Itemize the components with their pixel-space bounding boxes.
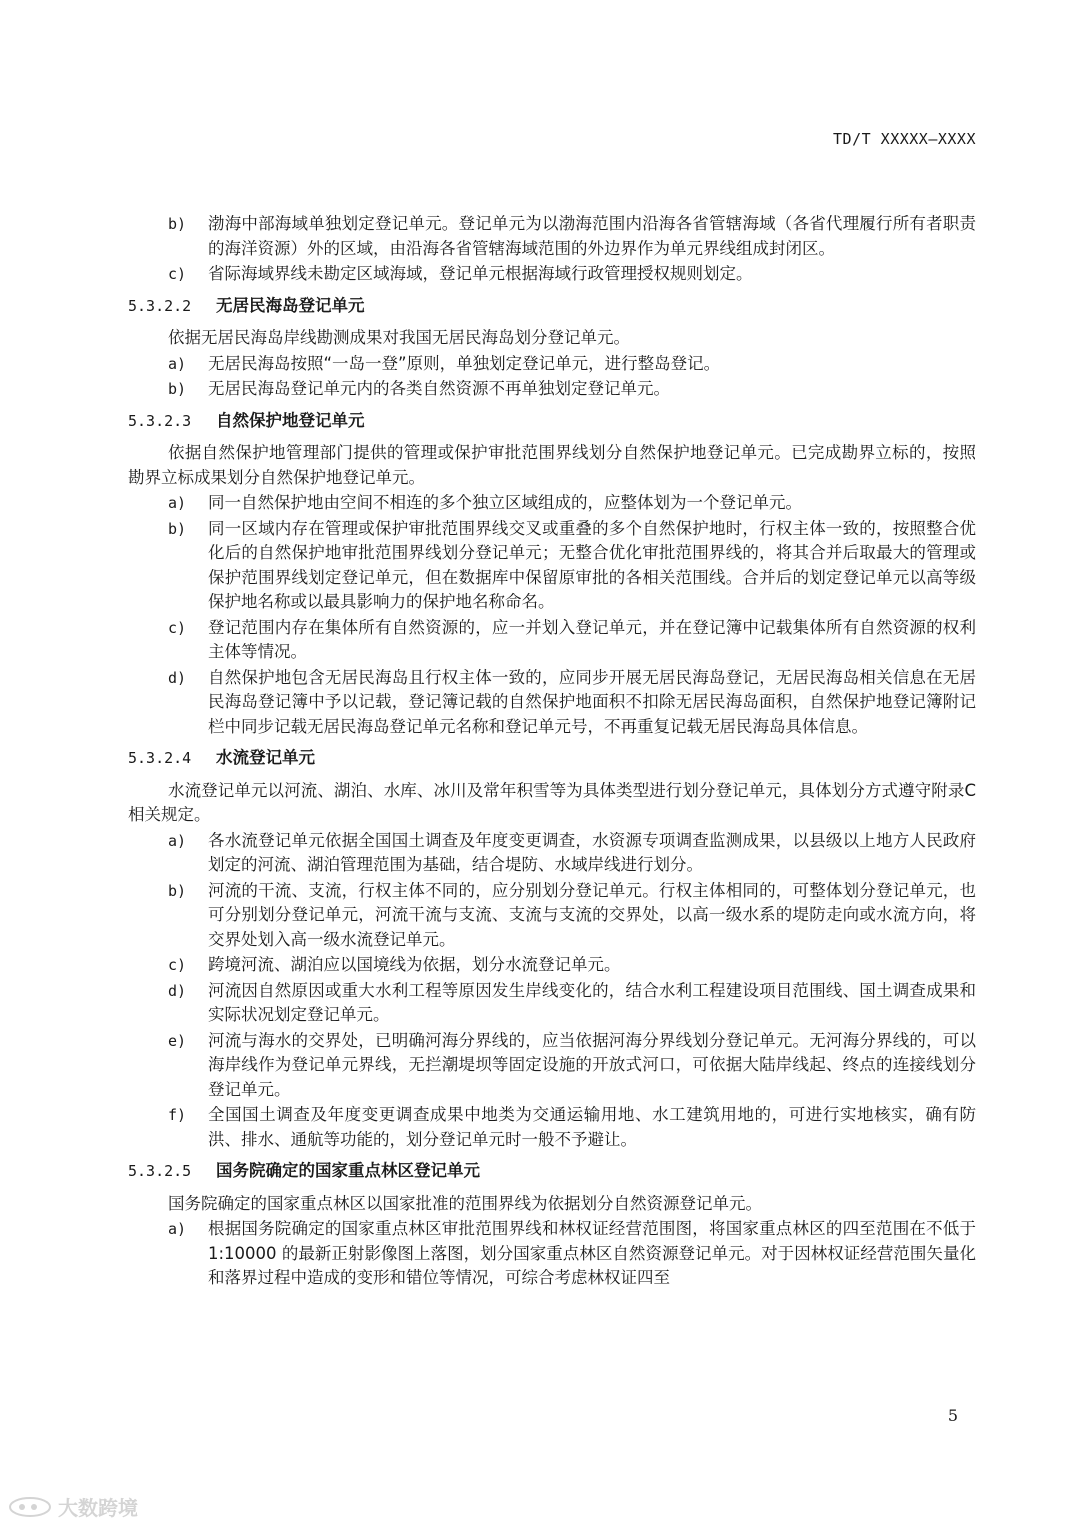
list-item <box>128 491 976 516</box>
section-number: 5.3.2.4 <box>128 749 192 767</box>
list-item <box>128 262 976 287</box>
paragraph: 水流登记单元以河流、湖泊、水库、冰川及常年积雪等为具体类型进行划分登记单元，具体划分方式遵守附录C相关规定。 <box>128 780 976 824</box>
list-item-text: 省际海域界线未勘定区域海域，登记单元根据海域行政管理授权规则划定。 <box>208 264 753 283</box>
list-item-label: a) <box>168 494 187 512</box>
list-item-text: 无居民海岛按照“一岛一登”原则，单独划定登记单元，进行整岛登记。 <box>208 353 721 373</box>
list-item-text: 无居民海岛登记单元内的各类自然资源不再单独划定登记单元。 <box>208 379 670 398</box>
list-item-label: f) <box>168 1106 187 1124</box>
list-item-label: a) <box>168 1220 187 1238</box>
paragraph: 国务院确定的国家重点林区以国家批准的范围界线为依据划分自然资源登记单元。 <box>168 1193 762 1213</box>
list-item <box>128 1029 976 1103</box>
watermark <box>8 1492 138 1521</box>
section-number: 5.3.2.2 <box>128 296 192 315</box>
list-item <box>128 517 976 615</box>
list-item <box>128 829 976 878</box>
list-item-text: 登记范围内存在集体所有自然资源的，应一并划入登记单元，并在登记簿中记载集体所有自然资源的权利主体等情况。 <box>208 617 976 661</box>
list-item <box>128 953 976 978</box>
list-item-label: b) <box>168 380 187 398</box>
list-item <box>128 616 976 665</box>
list-item-label: a) <box>168 354 187 373</box>
page-number: 5 <box>947 1406 958 1425</box>
section-title: 无居民海岛登记单元 <box>216 295 365 315</box>
list-item-label: b) <box>168 519 187 538</box>
list-item-text: 河流因自然原因或重大水利工程等原因发生岸线变化的，结合水利工程建设项目范围线、国土调查成果和实际状况划定登记单元。 <box>208 980 976 1024</box>
list-item-label: e) <box>168 1031 187 1050</box>
list-item <box>128 352 976 377</box>
header-doc-code: TD/T XXXXX—XXXX <box>833 130 976 148</box>
list-item-text: 跨境河流、湖泊应以国境线为依据，划分水流登记单元。 <box>208 955 621 974</box>
list-item-text: 渤海中部海域单独划定登记单元。登记单元为以渤海范围内沿海各省管辖海域（各省代理履行所有者职责的海洋资源）外的区域，由沿海各省管辖海域范围的外边界作为单元界线组成封闭区。 <box>208 214 976 258</box>
section-heading <box>128 1159 976 1184</box>
list-item-label: d) <box>168 668 187 687</box>
list-item-label: d) <box>168 981 187 1000</box>
list-item-label: c) <box>168 618 187 637</box>
list-item-label: c) <box>168 265 187 283</box>
document-body <box>128 212 976 1292</box>
list-item-label: b) <box>168 881 187 900</box>
list-item-text: 根据国务院确定的国家重点林区审批范围界线和林权证经营范围图，将国家重点林区的四至范围在不低于 1:10000 的最新正射影像图上落图，划分国家重点林区自然资源登记单元。对于因林权证经营范围矢量化和落界过程中造成的变形和错位等情况，可综合考虑林权证四至 <box>208 1219 976 1287</box>
list-item <box>128 377 976 402</box>
paragraph: 依据无居民海岛岸线勘测成果对我国无居民海岛划分登记单元。 <box>168 328 630 347</box>
list-item <box>128 1217 976 1291</box>
list-item <box>128 879 976 953</box>
section-heading <box>128 746 976 771</box>
list-item <box>128 666 976 740</box>
watermark-text: 大数跨境 <box>58 1496 138 1520</box>
section-heading <box>128 409 976 434</box>
list-item-text: 河流的干流、支流，行权主体不同的，应分别划分登记单元。行权主体相同的，可整体划分登记单元，也可分别划分登记单元，河流干流与支流、支流与支流的交界处，以高一级水系的堤防走向或水流方向，将交界处划入高一级水流登记单元。 <box>208 880 976 949</box>
list-item-text: 同一自然保护地由空间不相连的多个独立区域组成的，应整体划为一个登记单元。 <box>208 493 802 512</box>
list-item-label: c) <box>168 956 187 974</box>
list-item-label: b) <box>168 215 187 233</box>
section-title: 水流登记单元 <box>216 748 315 767</box>
list-item <box>128 979 976 1028</box>
list-item <box>128 212 976 261</box>
list-item-text: 全国国土调查及年度变更调查成果中地类为交通运输用地、水工建筑用地的，可进行实地核实，确有防洪、排水、通航等功能的，划分登记单元时一般不予避让。 <box>208 1105 976 1149</box>
section-number: 5.3.2.5 <box>128 1162 192 1180</box>
watermark-logo-icon <box>8 1496 52 1518</box>
list-item-text: 自然保护地包含无居民海岛且行权主体一致的，应同步开展无居民海岛登记，无居民海岛相关信息在无居民海岛登记簿中予以记载，登记簿记载的自然保护地面积不扣除无居民海岛面积，自然保护地登记簿附记栏中同步记载无居民海岛登记单元名称和登记单元号，不再重复记载无居民海岛具体信息。 <box>208 667 976 736</box>
section-title: 自然保护地登记单元 <box>216 410 365 430</box>
list-item <box>128 1103 976 1152</box>
list-item-text: 同一区域内存在管理或保护审批范围界线交叉或重叠的多个自然保护地时，行权主体一致的，按照整合优化后的自然保护地审批范围界线划分登记单元；无整合优化审批范围界线的，将其合并后取最大的管理或保护范围界线划定登记单元，但在数据库中保留原审批的各相关范围线。合并后的划定登记单元以高等级保护地名称或以最具影响力的保护地名称命名。 <box>208 518 976 611</box>
list-item-label: a) <box>168 831 187 850</box>
section-number: 5.3.2.3 <box>128 411 192 430</box>
section-heading <box>128 294 976 319</box>
section-title: 国务院确定的国家重点林区登记单元 <box>216 1161 480 1180</box>
list-item-text: 河流与海水的交界处，已明确河海分界线的，应当依据河海分界线划分登记单元。无河海分界线的，可以海岸线作为登记单元界线，无拦潮堤坝等固定设施的开放式河口，可依据大陆岸线起、终点的连接线划分登记单元。 <box>208 1030 976 1099</box>
list-item-text: 各水流登记单元依据全国国土调查及年度变更调查，水资源专项调查监测成果，以县级以上地方人民政府划定的河流、湖泊管理范围为基础，结合堤防、水域岸线进行划分。 <box>208 830 976 874</box>
paragraph: 依据自然保护地管理部门提供的管理或保护审批范围界线划分自然保护地登记单元。已完成勘界立标的，按照勘界立标成果划分自然保护地登记单元。 <box>128 443 976 487</box>
